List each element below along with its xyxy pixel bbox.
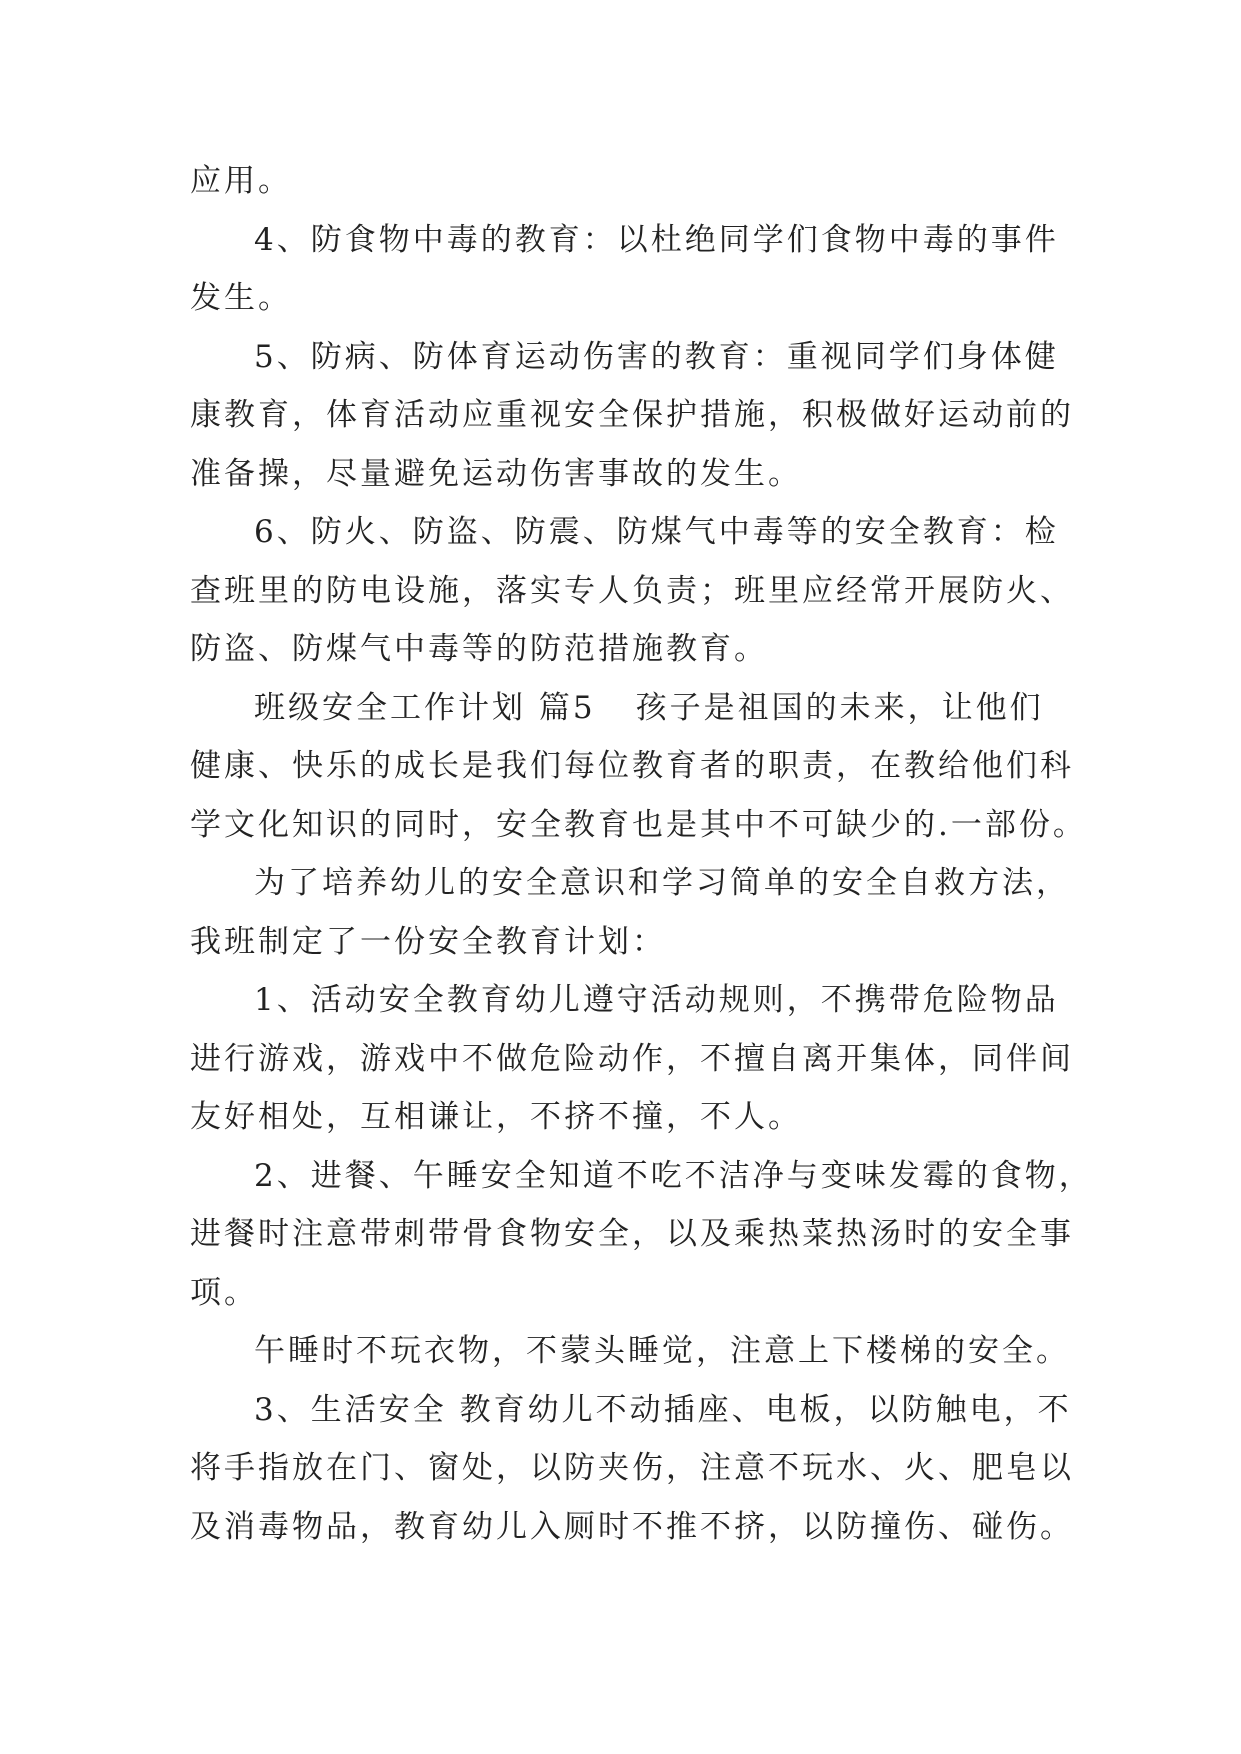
text-line: 午睡时不玩衣物，不蒙头睡觉，注意上下楼梯的安全。: [254, 1333, 1070, 1369]
text-line: 项。: [190, 1274, 258, 1311]
document-body: [190, 152, 1093, 1556]
text-line: 应用。: [190, 163, 292, 199]
text-line: 健康、快乐的成长是我们每位教育者的职责，在教给他们科: [190, 748, 1074, 784]
text-line: 准备操，尽量避免运动伤害事故的发生。: [190, 455, 802, 492]
text-line: 学文化知识的同时，安全教育也是其中不可缺少的.一部份。: [190, 806, 1087, 843]
text-line: 将手指放在门、窗处，以防夹伤，注意不玩水、火、肥皂以: [190, 1450, 1074, 1486]
text-line: 6、防火、防盗、防震、防煤气中毒等的安全教育：检: [254, 514, 1059, 550]
section-heading-line: [190, 679, 1070, 738]
text-line: 发生。: [190, 280, 292, 316]
text-line: 及消毒物品，教育幼儿入厕时不推不挤，以防撞伤、碰伤。: [190, 1508, 1074, 1545]
text-line: 5、防病、防体育运动伤害的教育：重视同学们身体健: [254, 338, 1059, 375]
section-intro: 孩子是祖国的未来，让他们: [635, 689, 1044, 726]
text-line: 进餐时注意带刺带骨食物安全，以及乘热菜热汤时的安全事: [190, 1216, 1074, 1252]
text-line: 为了培养幼儿的安全意识和学习简单的安全自救方法，: [254, 865, 1070, 901]
text-line: 2、进餐、午睡安全知道不吃不洁净与变味发霉的食物，: [254, 1157, 1093, 1194]
text-line: 防盗、防煤气中毒等的防范措施教育。: [190, 631, 768, 667]
text-line: 进行游戏，游戏中不做危险动作，不擅自离开集体，同伴间: [190, 1040, 1074, 1077]
text-line: 1、活动安全教育幼儿遵守活动规则，不携带危险物品: [254, 982, 1059, 1018]
text-line: 3、生活安全 教育幼儿不动插座、电板，以防触电，不: [254, 1391, 1072, 1428]
text-line: 康教育，体育活动应重视安全保护措施，积极做好运动前的: [190, 397, 1074, 433]
text-line: 查班里的防电设施，落实专人负责；班里应经常开展防火、: [190, 572, 1074, 609]
text-line: 友好相处，互相谦让，不挤不撞，不人。: [190, 1099, 802, 1135]
text-line: 4、防食物中毒的教育：以杜绝同学们食物中毒的事件: [254, 221, 1059, 258]
text-line: 我班制定了一份安全教育计划：: [190, 923, 666, 960]
section-heading: 班级安全工作计划 篇5: [254, 689, 596, 726]
